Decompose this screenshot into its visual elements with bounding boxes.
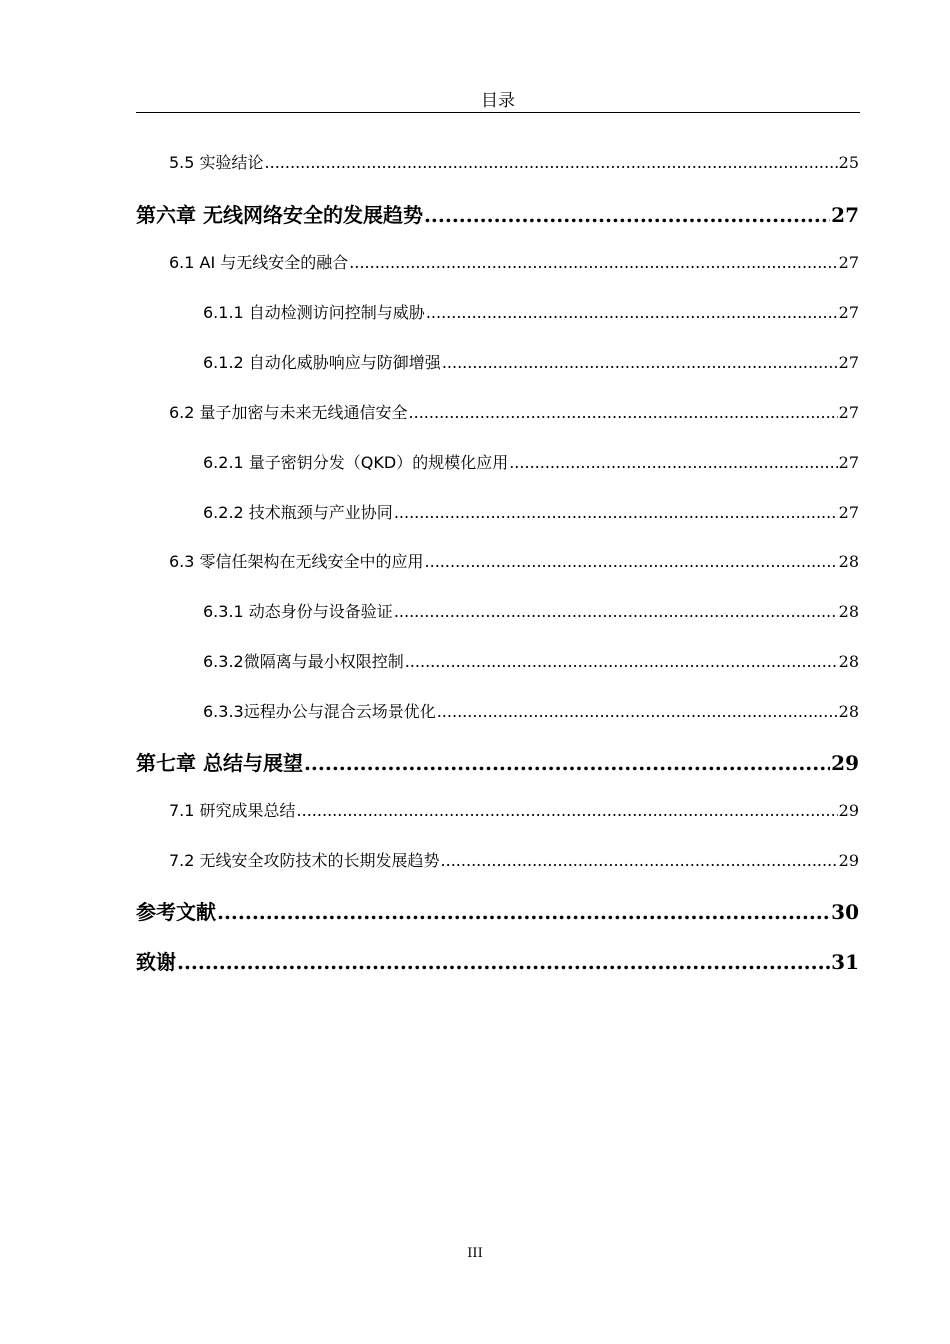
toc-leader-dots — [441, 851, 838, 870]
toc-entry-title: 6.3 零信任架构在无线安全中的应用 — [169, 552, 424, 571]
toc-entry-title: 6.2.1 量子密钥分发（QKD）的规模化应用 — [203, 453, 509, 472]
toc-leader-dots — [424, 203, 830, 227]
toc-entry-title: 6.1.2 自动化威胁响应与防御增强 — [203, 353, 441, 372]
toc-entry-page: 28 — [838, 652, 859, 671]
page-number: III — [467, 1246, 483, 1261]
toc-entry[interactable] — [169, 848, 859, 871]
toc-entry-title: 6.3.1 动态身份与设备验证 — [203, 602, 393, 621]
toc-leader-dots — [442, 353, 838, 372]
toc-entry-page: 31 — [831, 950, 859, 974]
toc-entry-title: 5.5 实验结论 — [169, 153, 264, 172]
toc-entry[interactable] — [203, 699, 859, 722]
toc-entry-title: 第六章 无线网络安全的发展趋势 — [136, 203, 423, 227]
toc-entry-title: 第七章 总结与展望 — [136, 751, 303, 775]
toc-leader-dots — [177, 950, 830, 974]
toc-leader-dots — [509, 453, 837, 472]
toc-entry-page: 27 — [838, 503, 859, 522]
toc-acknowledgement-entry[interactable] — [136, 946, 859, 975]
toc-entry[interactable] — [203, 649, 859, 672]
toc-leader-dots — [297, 801, 838, 820]
toc-entry[interactable] — [203, 350, 859, 373]
toc-entry[interactable] — [169, 400, 859, 423]
toc-leader-dots — [394, 602, 838, 621]
toc-leader-dots — [265, 153, 838, 172]
toc-entry-title: 参考文献 — [136, 900, 216, 924]
toc-leader-dots — [304, 751, 830, 775]
toc-entry-page: 28 — [838, 702, 859, 721]
toc-leader-dots — [437, 702, 838, 721]
toc-leader-dots — [405, 652, 838, 671]
toc-entry-title: 7.2 无线安全攻防技术的长期发展趋势 — [169, 851, 440, 870]
toc-entry[interactable] — [169, 150, 859, 173]
toc-leader-dots — [394, 503, 838, 522]
toc-entry[interactable] — [203, 450, 859, 473]
toc-entry-title: 6.1 AI 与无线安全的融合 — [169, 253, 349, 272]
toc-entry-page: 25 — [838, 153, 859, 172]
toc-entry-title: 6.2 量子加密与未来无线通信安全 — [169, 403, 408, 422]
toc-entry-title: 6.3.3远程办公与混合云场景优化 — [203, 702, 436, 721]
toc-entry-page: 30 — [831, 900, 859, 924]
toc-entry[interactable] — [203, 599, 859, 622]
toc-entry-page: 28 — [838, 552, 859, 571]
toc-entry-title: 6.1.1 自动检测访问控制与威胁 — [203, 303, 425, 322]
toc-entry[interactable] — [169, 250, 859, 273]
toc-leader-dots — [217, 900, 830, 924]
toc-entry-page: 29 — [838, 851, 859, 870]
toc-entry-page: 27 — [838, 453, 859, 472]
toc-chapter-entry[interactable] — [136, 199, 859, 228]
toc-leader-dots — [426, 303, 838, 322]
toc-entry-page: 29 — [838, 801, 859, 820]
toc-entry[interactable] — [169, 798, 859, 821]
toc-entry-title: 6.3.2微隔离与最小权限控制 — [203, 652, 404, 671]
toc-leader-dots — [425, 552, 838, 571]
toc-entry[interactable] — [203, 500, 859, 523]
toc-entry[interactable] — [169, 549, 859, 572]
toc-entry-page: 27 — [831, 203, 859, 227]
toc-entry-page: 28 — [838, 602, 859, 621]
toc-entry-page: 27 — [838, 353, 859, 372]
toc-leader-dots — [349, 253, 837, 272]
toc-chapter-entry[interactable] — [136, 747, 859, 776]
page-header: 目录 — [136, 90, 860, 113]
toc-entry-page: 27 — [838, 303, 859, 322]
toc-entry-title: 7.1 研究成果总结 — [169, 801, 296, 820]
toc-entry-title: 致谢 — [136, 950, 176, 974]
toc-references-entry[interactable] — [136, 896, 859, 925]
toc-leader-dots — [409, 403, 838, 422]
toc-entry-page: 29 — [831, 751, 859, 775]
toc-entry-page: 27 — [838, 403, 859, 422]
toc-entry-page: 27 — [838, 253, 859, 272]
toc-entry-title: 6.2.2 技术瓶颈与产业协同 — [203, 503, 393, 522]
toc-entry[interactable] — [203, 300, 859, 323]
